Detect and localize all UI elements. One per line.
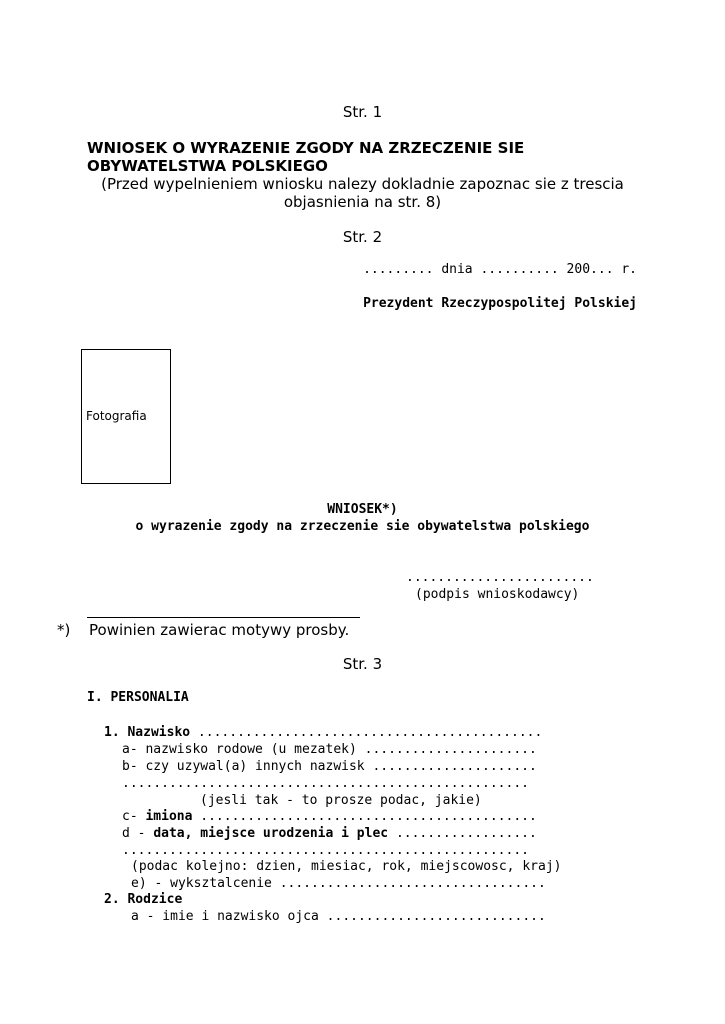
document-title-line-1: WNIOSEK O WYRAZENIE ZGODY NA ZRZECZENIE SIE	[87, 139, 525, 157]
form-line-continuation: ....................................................	[122, 843, 529, 858]
form-line-prefix: d -	[122, 826, 154, 841]
field-label-first-names: imiona	[145, 809, 193, 824]
page-label-3: Str. 3	[342, 655, 383, 673]
form-line-parents: 2. Rodzice	[104, 892, 183, 907]
instruction-note-line-2: objasnienia na str. 8)	[283, 193, 442, 211]
form-line-surname	[104, 725, 542, 740]
form-line-father-name: a - imie i nazwisko ojca ............................	[131, 909, 546, 924]
form-line-other-surnames: b- czy uzywal(a) innych nazwisk .....................	[122, 759, 537, 774]
footnote-marker: *)	[57, 621, 71, 639]
fill-dots: ..................	[388, 826, 537, 841]
form-line-maiden-name: a- nazwisko rodowe (u mezatek) ......................	[122, 742, 537, 757]
fill-dots: ............................................	[190, 725, 543, 740]
signature-line: ........................	[406, 570, 594, 585]
signature-label: (podpis wnioskodawcy)	[415, 587, 580, 602]
field-label-surname: Nazwisko	[127, 725, 191, 740]
page-label-1: Str. 1	[342, 103, 383, 121]
form-line-first-names	[122, 809, 537, 824]
form-line-number: 1.	[104, 725, 128, 740]
section-title-personalia: I. PERSONALIA	[87, 690, 189, 705]
date-line: ......... dnia .......... 200... r.	[363, 262, 637, 277]
footnote-text: Powinien zawierac motywy prosby.	[89, 621, 350, 639]
document-title-line-2: OBYWATELSTWA POLSKIEGO	[87, 157, 328, 175]
page-label-2: Str. 2	[342, 228, 383, 246]
addressee: Prezydent Rzeczypospolitej Polskiej	[363, 296, 637, 311]
form-line-prefix: c-	[122, 809, 146, 824]
form-line-continuation: ....................................................	[122, 776, 529, 791]
application-subheading: o wyrazenie zgody na zrzeczenie sie obywatelstwa polskiego	[135, 519, 590, 534]
photo-placeholder	[81, 349, 171, 484]
form-line-education: e) - wyksztalcenie ..................................	[131, 876, 546, 891]
field-label-birth-data: data, miejsce urodzenia i plec	[153, 826, 389, 841]
form-line-birth-data	[122, 826, 537, 841]
form-line-hint-surnames: (jesli tak - to prosze podac, jakie)	[200, 793, 482, 808]
instruction-note-line-1: (Przed wypelnieniem wniosku nalezy dokladnie zapoznac sie z trescia	[101, 175, 624, 193]
fill-dots: ...........................................	[192, 809, 537, 824]
form-line-hint-birth: (podac kolejno: dzien, miesiac, rok, miejscowosc, kraj)	[131, 859, 562, 874]
photo-label: Fotografia	[86, 409, 147, 423]
application-heading: WNIOSEK*)	[327, 502, 398, 517]
footnote-separator	[87, 617, 360, 618]
